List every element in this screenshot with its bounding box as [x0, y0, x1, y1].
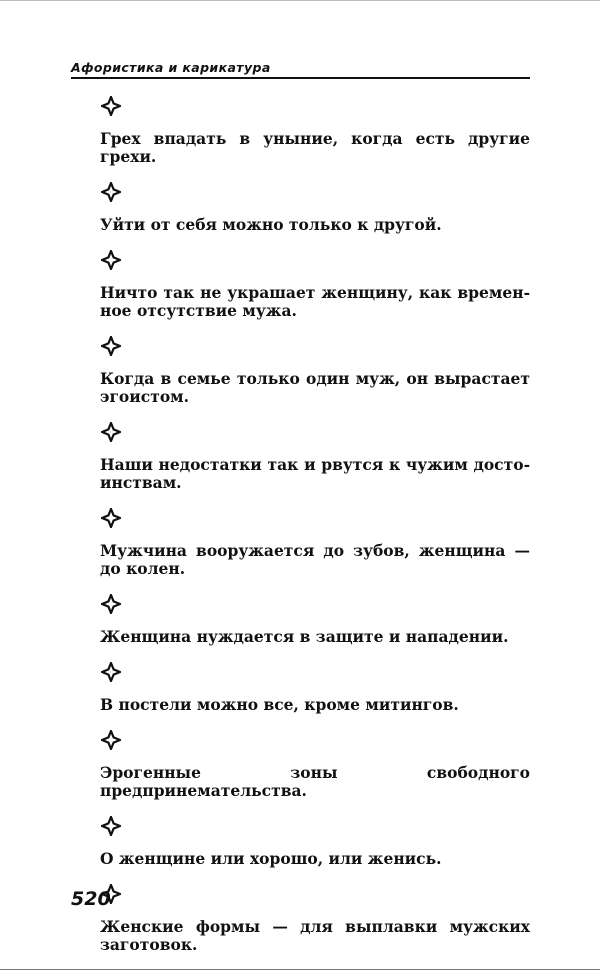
aphorism-entry — [100, 422, 530, 492]
running-head: Афористика и карикатура — [71, 60, 271, 75]
star-separator-icon — [101, 662, 121, 682]
aphorism-text: Грех впадать в уныние, когда есть другие грехи. — [100, 129, 530, 166]
star-separator-icon — [101, 730, 121, 750]
page-edge-top — [0, 0, 600, 1]
aphorism-text: Уйти от себя можно только к другой. — [100, 215, 442, 234]
aphorism-text: Женщина нуждается в защите и нападении. — [100, 627, 509, 646]
star-separator-icon — [101, 422, 121, 442]
aphorism-entry — [100, 250, 530, 320]
aphorism-text: Когда в семье только один муж, он вырастает эгоистом. — [100, 369, 530, 406]
aphorism-entry — [100, 594, 530, 646]
aphorism-text: Ничто так не украшает женщину, как временное отсутствие мужа. — [100, 283, 530, 320]
star-separator-icon — [101, 594, 121, 614]
aphorism-text: Мужчина вооружается до зубов, женщина — до колен. — [100, 541, 530, 578]
aphorism-entry — [100, 730, 530, 800]
aphorism-text: Наши недостатки так и рвутся к чужим достоинствам. — [100, 455, 530, 492]
aphorism-text: Женские формы — для выплавки мужских заготовок. — [100, 917, 530, 954]
star-separator-icon — [101, 250, 121, 270]
star-separator-icon — [101, 816, 121, 836]
aphorism-text: О женщине или хорошо, или женись. — [100, 849, 442, 868]
star-separator-icon — [101, 336, 121, 356]
aphorism-entry — [100, 336, 530, 406]
aphorism-entry — [100, 508, 530, 578]
aphorism-entry — [100, 96, 530, 166]
aphorism-entry — [100, 884, 530, 954]
aphorism-entry — [100, 662, 530, 714]
aphorism-entry — [100, 182, 530, 234]
aphorism-entry — [100, 816, 530, 868]
aphorism-text: Эрогенные зоны свободного предпринемательства. — [100, 763, 530, 800]
aphorism-list — [100, 96, 530, 954]
star-separator-icon — [101, 182, 121, 202]
header-rule — [71, 77, 530, 79]
page-edge-bottom — [0, 969, 600, 970]
star-separator-icon — [101, 96, 121, 116]
star-separator-icon — [101, 508, 121, 528]
page-number: 520 — [71, 888, 111, 910]
aphorism-text: В постели можно все, кроме митингов. — [100, 695, 459, 714]
